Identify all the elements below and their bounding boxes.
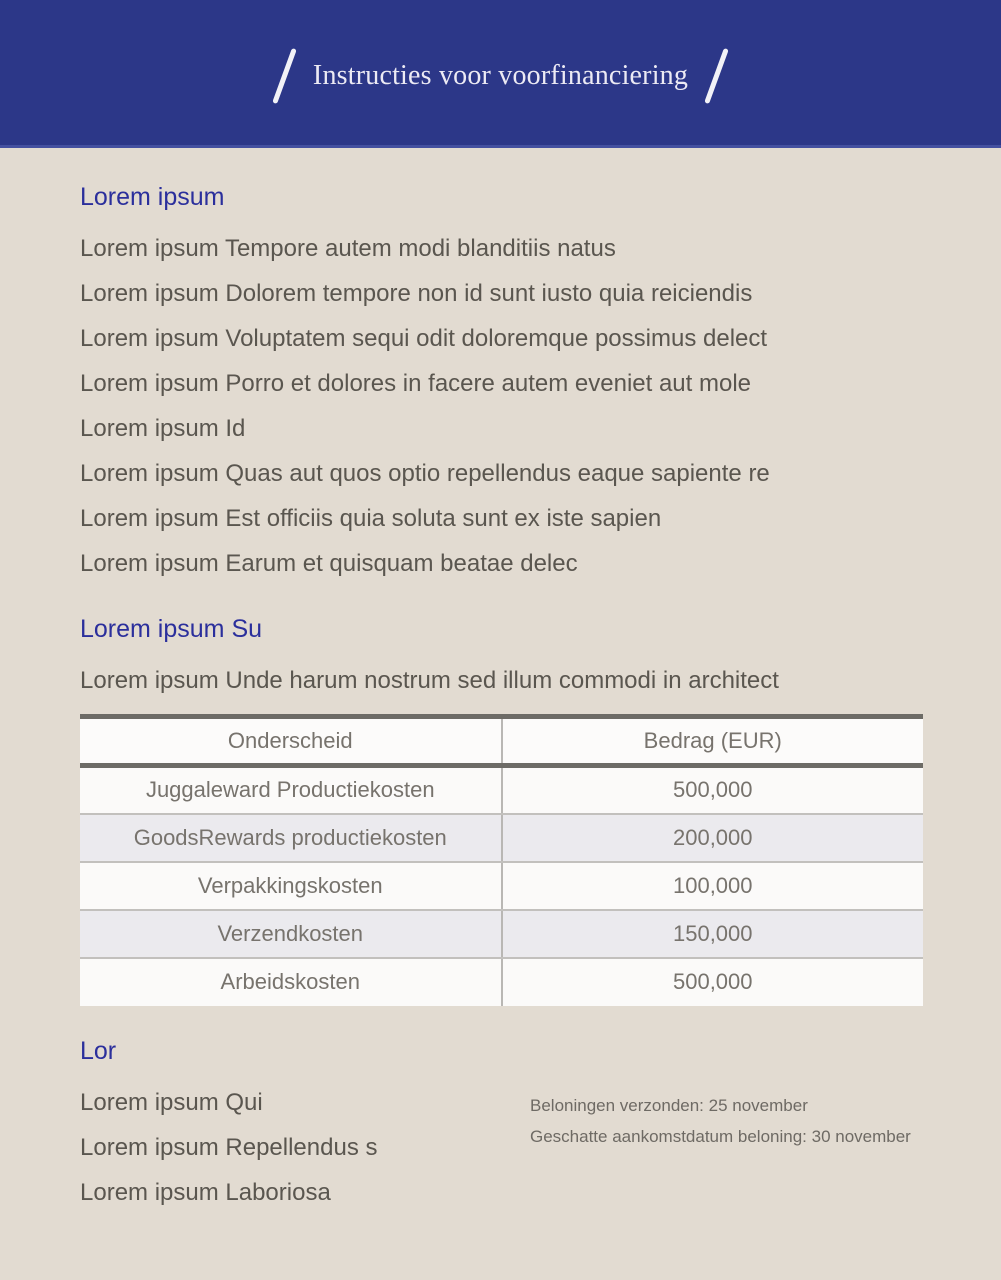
- section-first: [80, 182, 921, 586]
- page-content: [0, 148, 1001, 1215]
- section-third: [80, 1036, 530, 1215]
- section-spacer-1: [80, 586, 921, 614]
- page-footer: [80, 1036, 921, 1215]
- row-label: GoodsRewards productiekosten: [80, 814, 502, 862]
- row-amount: 150,000: [502, 910, 924, 958]
- table-row: [80, 862, 923, 910]
- section-first-line-6: Lorem ipsum Quas aut quos optio repellendus eaque sapiente re: [80, 460, 770, 487]
- row-amount: 500,000: [502, 766, 924, 814]
- left-diagonal-slash-icon: [272, 47, 297, 103]
- row-label: Juggaleward Productiekosten: [80, 766, 502, 814]
- table-row: [80, 814, 923, 862]
- section-first-line-7: Lorem ipsum Est officiis quia soluta sunt ex iste sapien: [80, 505, 662, 532]
- row-label: Verzendkosten: [80, 910, 502, 958]
- section-first-line-4: Lorem ipsum Porro et dolores in facere autem eveniet aut mole: [80, 370, 752, 397]
- row-amount: 100,000: [502, 862, 924, 910]
- row-amount: 200,000: [502, 814, 924, 862]
- table-row: [80, 910, 923, 958]
- section-second-heading: Lorem ipsum Su: [80, 615, 263, 643]
- row-label: Arbeidskosten: [80, 958, 502, 1006]
- section-second-line-1: Lorem ipsum Unde harum nostrum sed illum commodi in architect: [80, 667, 779, 694]
- section-first-line-3: Lorem ipsum Voluptatem sequi odit doloremque possimus delect: [80, 325, 768, 352]
- section-third-line-3: Lorem ipsum Laboriosa: [80, 1178, 331, 1206]
- section-third-heading: Lor: [80, 1036, 117, 1065]
- footer-notes: [530, 1036, 911, 1152]
- section-third-line-1: Lorem ipsum Qui: [80, 1088, 263, 1116]
- cost-breakdown-table: [80, 714, 923, 1006]
- table-row: [80, 958, 923, 1006]
- page-title: Instructies voor voorfinanciering: [312, 59, 689, 91]
- page-header-banner: [0, 0, 1001, 148]
- section-first-line-1: Lorem ipsum Tempore autem modi blanditiis natus: [80, 235, 616, 262]
- section-first-line-5: Lorem ipsum Id: [80, 415, 246, 442]
- right-diagonal-slash-icon: [704, 47, 729, 103]
- cost-table-head: [80, 717, 923, 766]
- section-first-heading: Lorem ipsum: [80, 183, 225, 211]
- column-header-bedrag: Bedrag (EUR): [502, 717, 924, 766]
- section-first-line-8: Lorem ipsum Earum et quisquam beatae delec: [80, 550, 578, 577]
- section-third-line-2: Lorem ipsum Repellendus s: [80, 1133, 378, 1161]
- row-amount: 500,000: [502, 958, 924, 1006]
- table-row: [80, 766, 923, 814]
- section-second: [80, 614, 921, 703]
- table-header-row: [80, 717, 923, 766]
- row-label: Verpakkingskosten: [80, 862, 502, 910]
- column-header-onderscheid: Onderscheid: [80, 717, 502, 766]
- cost-table-body: [80, 766, 923, 1006]
- footer-note-rewards-sent: Beloningen verzonden: 25 november: [530, 1095, 808, 1115]
- footer-note-estimated-arrival: Geschatte aankomstdatum beloning: 30 november: [530, 1126, 911, 1146]
- section-first-line-2: Lorem ipsum Dolorem tempore non id sunt iusto quia reiciendis: [80, 280, 753, 307]
